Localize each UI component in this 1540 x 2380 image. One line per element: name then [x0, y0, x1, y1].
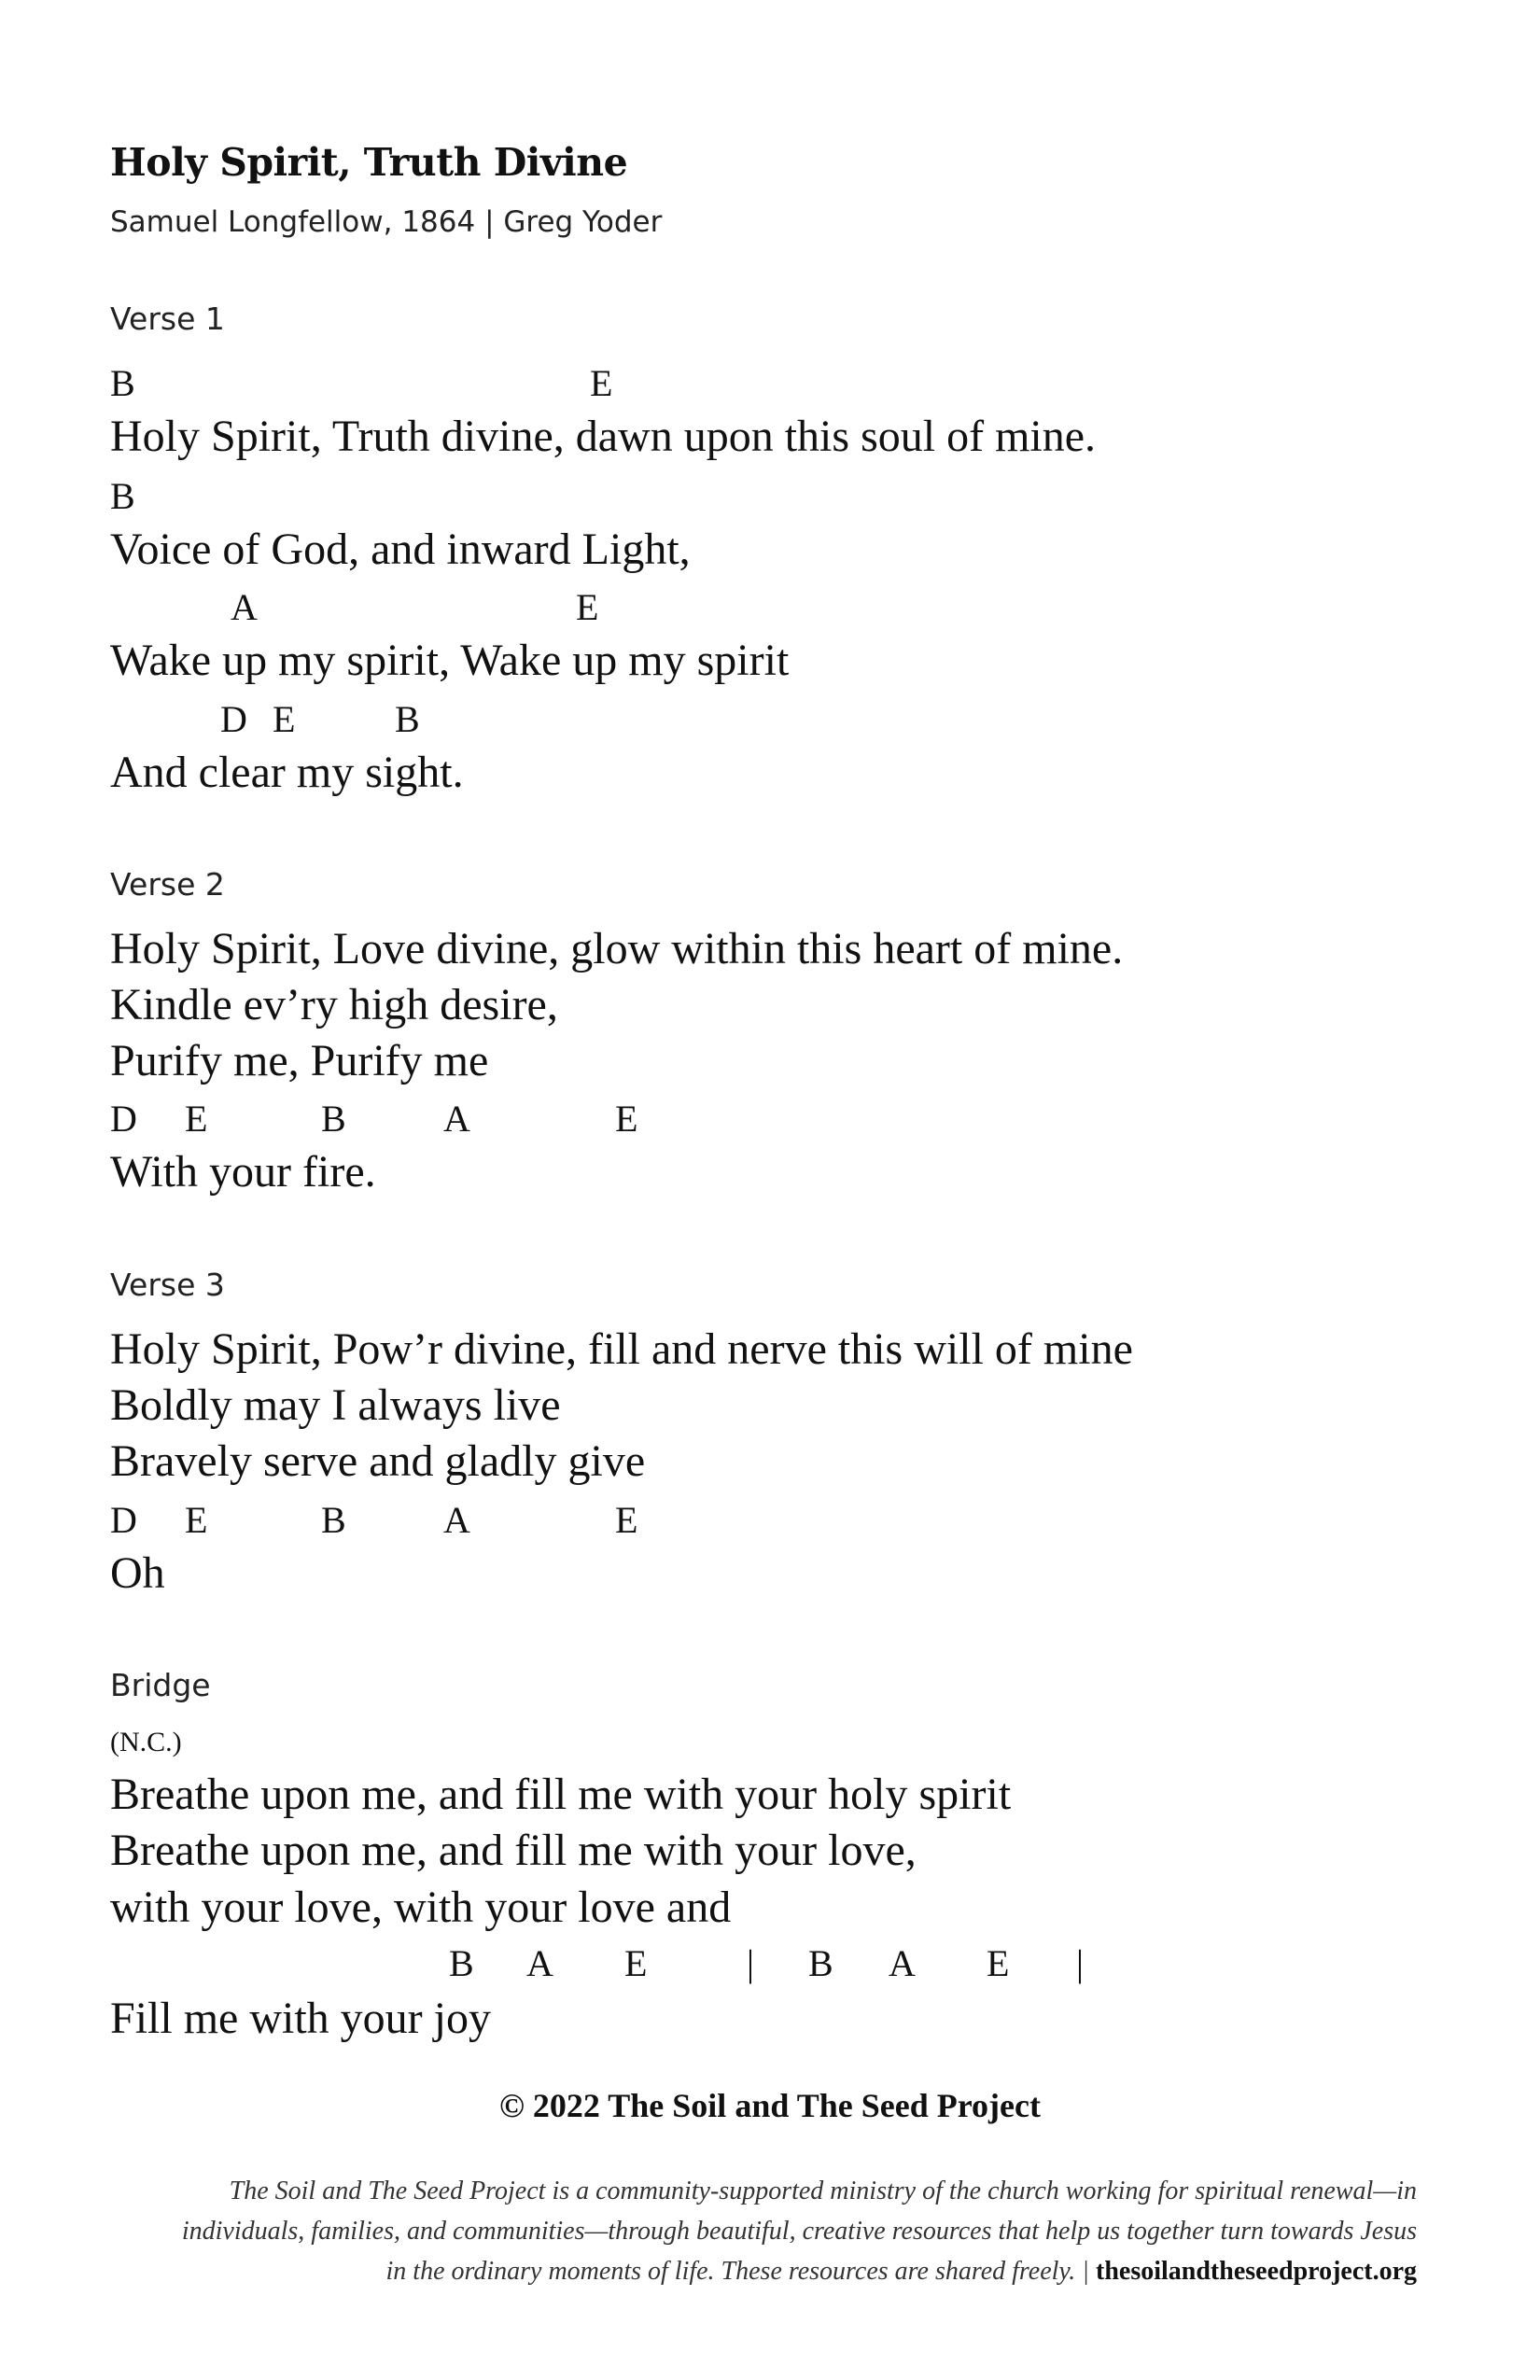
- chord: E: [185, 1098, 208, 1140]
- chord: A: [889, 1942, 916, 1984]
- verse-1-label: Verse 1: [110, 301, 225, 337]
- footer-text-line: The Soil and The Seed Project is a community-supported ministry of the church working for spiritual renewal—in: [229, 2177, 1417, 2205]
- lyric-line: Kindle ev’ry high desire,: [110, 980, 558, 1029]
- chord: B: [395, 698, 420, 740]
- song-title: Holy Spirit, Truth Divine: [110, 140, 628, 185]
- chord: E: [624, 1942, 648, 1984]
- verse-3-label: Verse 3: [110, 1267, 225, 1303]
- lyric-line: Boldly may I always live: [110, 1380, 561, 1430]
- chord: E: [615, 1499, 638, 1541]
- lyric-line: Purify me, Purify me: [110, 1036, 489, 1085]
- no-chord-marker: (N.C.): [110, 1727, 182, 1757]
- chord: B: [110, 475, 135, 517]
- chord: A: [526, 1942, 553, 1984]
- lyric-line: Holy Spirit, Truth divine, dawn upon this soul of mine.: [110, 412, 1097, 461]
- lyric-line: And clear my sight.: [110, 748, 464, 797]
- verse-2-label: Verse 2: [110, 866, 225, 903]
- chord: E: [987, 1942, 1010, 1984]
- lyric-line: Bravely serve and gladly give: [110, 1436, 646, 1486]
- lyric-line: Fill me with your joy: [110, 1994, 491, 2043]
- lyric-line: Breathe upon me, and fill me with your holy spirit: [110, 1770, 1012, 1819]
- chord: E: [576, 586, 599, 628]
- chord: E: [590, 362, 613, 404]
- copyright-notice: © 2022 The Soil and The Seed Project: [499, 2087, 1041, 2124]
- chord: D: [110, 1499, 137, 1541]
- song-credits: Samuel Longfellow, 1864 | Greg Yoder: [110, 205, 663, 239]
- chord: A: [443, 1499, 470, 1541]
- bar-line: |: [1076, 1942, 1085, 1984]
- chord: E: [185, 1499, 208, 1541]
- footer-text: in the ordinary moments of life. These resources are shared freely. |: [385, 2257, 1096, 2286]
- chord: B: [808, 1942, 833, 1984]
- chord: B: [449, 1942, 474, 1984]
- lyric-line: With your fire.: [110, 1147, 376, 1197]
- lyric-line: Wake up my spirit, Wake up my spirit: [110, 636, 790, 685]
- bridge-label: Bridge: [110, 1667, 211, 1703]
- chord: B: [110, 362, 135, 404]
- chord: A: [443, 1098, 470, 1140]
- chord: A: [231, 586, 258, 628]
- chord: D: [110, 1098, 137, 1140]
- lyric-line: Holy Spirit, Love divine, glow within this heart of mine.: [110, 924, 1124, 973]
- lyric-line: Holy Spirit, Pow’r divine, fill and nerve this will of mine: [110, 1324, 1133, 1374]
- bar-line: |: [747, 1942, 755, 1984]
- footer-text-line: individuals, families, and communities—through beautiful, creative resources that help us together turn towards Jesus: [181, 2217, 1417, 2246]
- chord: E: [615, 1098, 638, 1140]
- lyric-line: with your love, with your love and: [110, 1883, 732, 1932]
- lyric-line: Breathe upon me, and fill me with your love,: [110, 1826, 917, 1875]
- lyric-line: Oh: [110, 1548, 165, 1598]
- lyric-line: Voice of God, and inward Light,: [110, 525, 691, 574]
- chord: D: [220, 698, 247, 740]
- chord: B: [321, 1499, 346, 1541]
- website-link[interactable]: thesoilandtheseedproject.org: [1096, 2257, 1417, 2286]
- footer-text-line: [386, 2257, 1417, 2287]
- chord: B: [321, 1098, 346, 1140]
- chord: E: [273, 698, 296, 740]
